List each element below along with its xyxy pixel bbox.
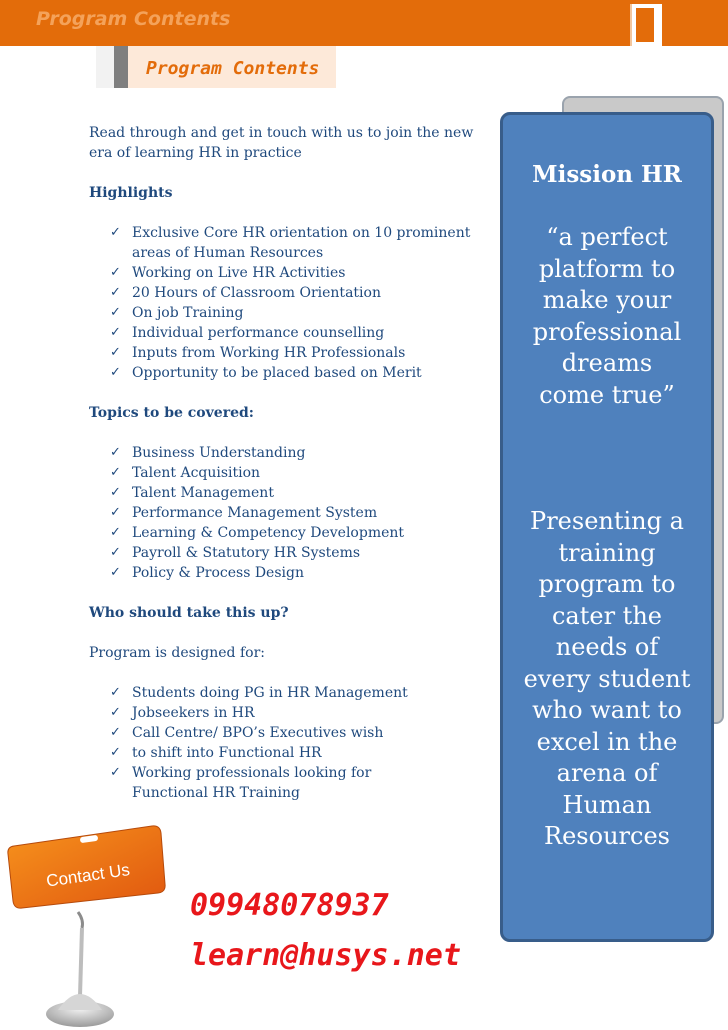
subheader-strip xyxy=(114,46,128,88)
list-item-text: Individual performance counselling xyxy=(132,325,385,341)
list-item-text: Opportunity to be placed based on Merit xyxy=(132,365,422,381)
list-item-text: Learning & Competency Development xyxy=(132,525,405,541)
list-item xyxy=(109,303,489,323)
mission-sidebar xyxy=(500,112,714,942)
highlights-heading: Highlights xyxy=(89,185,173,201)
list-item xyxy=(109,683,489,703)
list-item-text: Policy & Process Design xyxy=(132,565,304,581)
list-item-text: Working on Live HR Activities xyxy=(132,265,346,281)
checkmark-icon: ✓ xyxy=(110,685,121,700)
checkmark-icon: ✓ xyxy=(110,265,121,280)
audience-lead: Program is designed for: xyxy=(89,645,265,661)
badge-holder-stand xyxy=(46,912,114,1027)
list-item xyxy=(109,543,489,563)
list-item xyxy=(109,323,489,343)
topics-list xyxy=(89,443,489,583)
list-item xyxy=(109,223,489,263)
checkmark-icon: ✓ xyxy=(110,285,121,300)
checkmark-icon: ✓ xyxy=(110,345,121,360)
list-item-text: Students doing PG in HR Management xyxy=(132,685,408,701)
sidebar-quote: “a perfect platform to make your professional dreams come true” xyxy=(532,223,682,409)
checkmark-icon: ✓ xyxy=(110,225,121,240)
list-item-text: Talent Management xyxy=(132,485,274,501)
checkmark-icon: ✓ xyxy=(110,485,121,500)
contact-card xyxy=(8,826,165,908)
checkmark-icon: ✓ xyxy=(110,305,121,320)
intro-text: Read through and get in touch with us to join the new era of learning HR in practice xyxy=(89,125,474,161)
list-item-text: 20 Hours of Classroom Orientation xyxy=(132,285,381,301)
list-item-text: Inputs from Working HR Professionals xyxy=(132,345,406,361)
list-item xyxy=(109,703,489,723)
audience-heading: Who should take this up? xyxy=(89,605,289,621)
list-item-text: Performance Management System xyxy=(132,505,378,521)
checkmark-icon: ✓ xyxy=(110,765,121,780)
checkmark-icon: ✓ xyxy=(110,705,121,720)
page-title: Program Contents xyxy=(146,58,320,79)
list-item xyxy=(109,463,489,483)
list-item-text: Talent Acquisition xyxy=(132,465,261,481)
list-item-text: Payroll & Statutory HR Systems xyxy=(132,545,361,561)
list-item xyxy=(109,483,489,503)
list-item xyxy=(109,443,489,463)
list-item-text: On job Training xyxy=(132,305,244,321)
contact-phone[interactable]: 09948078937 xyxy=(190,888,389,923)
checkmark-icon: ✓ xyxy=(110,465,121,480)
list-item xyxy=(109,723,489,743)
subheader-strip-light xyxy=(96,46,114,88)
checkmark-icon: ✓ xyxy=(110,745,121,760)
audience-list xyxy=(89,683,489,803)
main-content xyxy=(89,123,489,803)
checkmark-icon: ✓ xyxy=(110,445,121,460)
checkmark-icon: ✓ xyxy=(110,505,121,520)
list-item xyxy=(109,343,489,363)
list-item-text: Exclusive Core HR orientation on 10 prominent areas of Human Resources xyxy=(132,225,471,261)
contact-badge-label: Contact Us xyxy=(45,860,131,891)
contact-email[interactable]: learn@husys.net xyxy=(190,938,461,973)
checkmark-icon: ✓ xyxy=(110,525,121,540)
list-item xyxy=(109,763,380,803)
header-bar-title: Program Contents xyxy=(36,8,231,30)
sidebar-presenting-text: Presenting a training program to cater the needs of every student who want to excel in the arena of Human Resources xyxy=(523,507,691,850)
contact-badge-graphic xyxy=(0,800,190,1030)
checkmark-icon: ✓ xyxy=(110,725,121,740)
list-item-text: to shift into Functional HR xyxy=(132,745,322,761)
list-item xyxy=(109,503,489,523)
list-item-text: Call Centre/ BPO’s Executives wish xyxy=(132,725,384,741)
list-item-text: Business Understanding xyxy=(132,445,306,461)
list-item xyxy=(109,743,489,763)
checkmark-icon: ✓ xyxy=(110,325,121,340)
topics-heading: Topics to be covered: xyxy=(89,405,254,421)
list-item xyxy=(109,523,489,543)
list-item xyxy=(109,563,489,583)
checkmark-icon: ✓ xyxy=(110,365,121,380)
sidebar-heading: Mission HR xyxy=(532,161,682,188)
highlights-list xyxy=(89,223,489,383)
header-notch-accent xyxy=(636,8,654,42)
list-item xyxy=(109,363,489,383)
list-item xyxy=(109,283,489,303)
checkmark-icon: ✓ xyxy=(110,545,121,560)
list-item xyxy=(109,263,489,283)
list-item-text: Working professionals looking for Functional HR Training xyxy=(132,765,372,801)
checkmark-icon: ✓ xyxy=(110,565,121,580)
list-item-text: Jobseekers in HR xyxy=(132,705,255,721)
